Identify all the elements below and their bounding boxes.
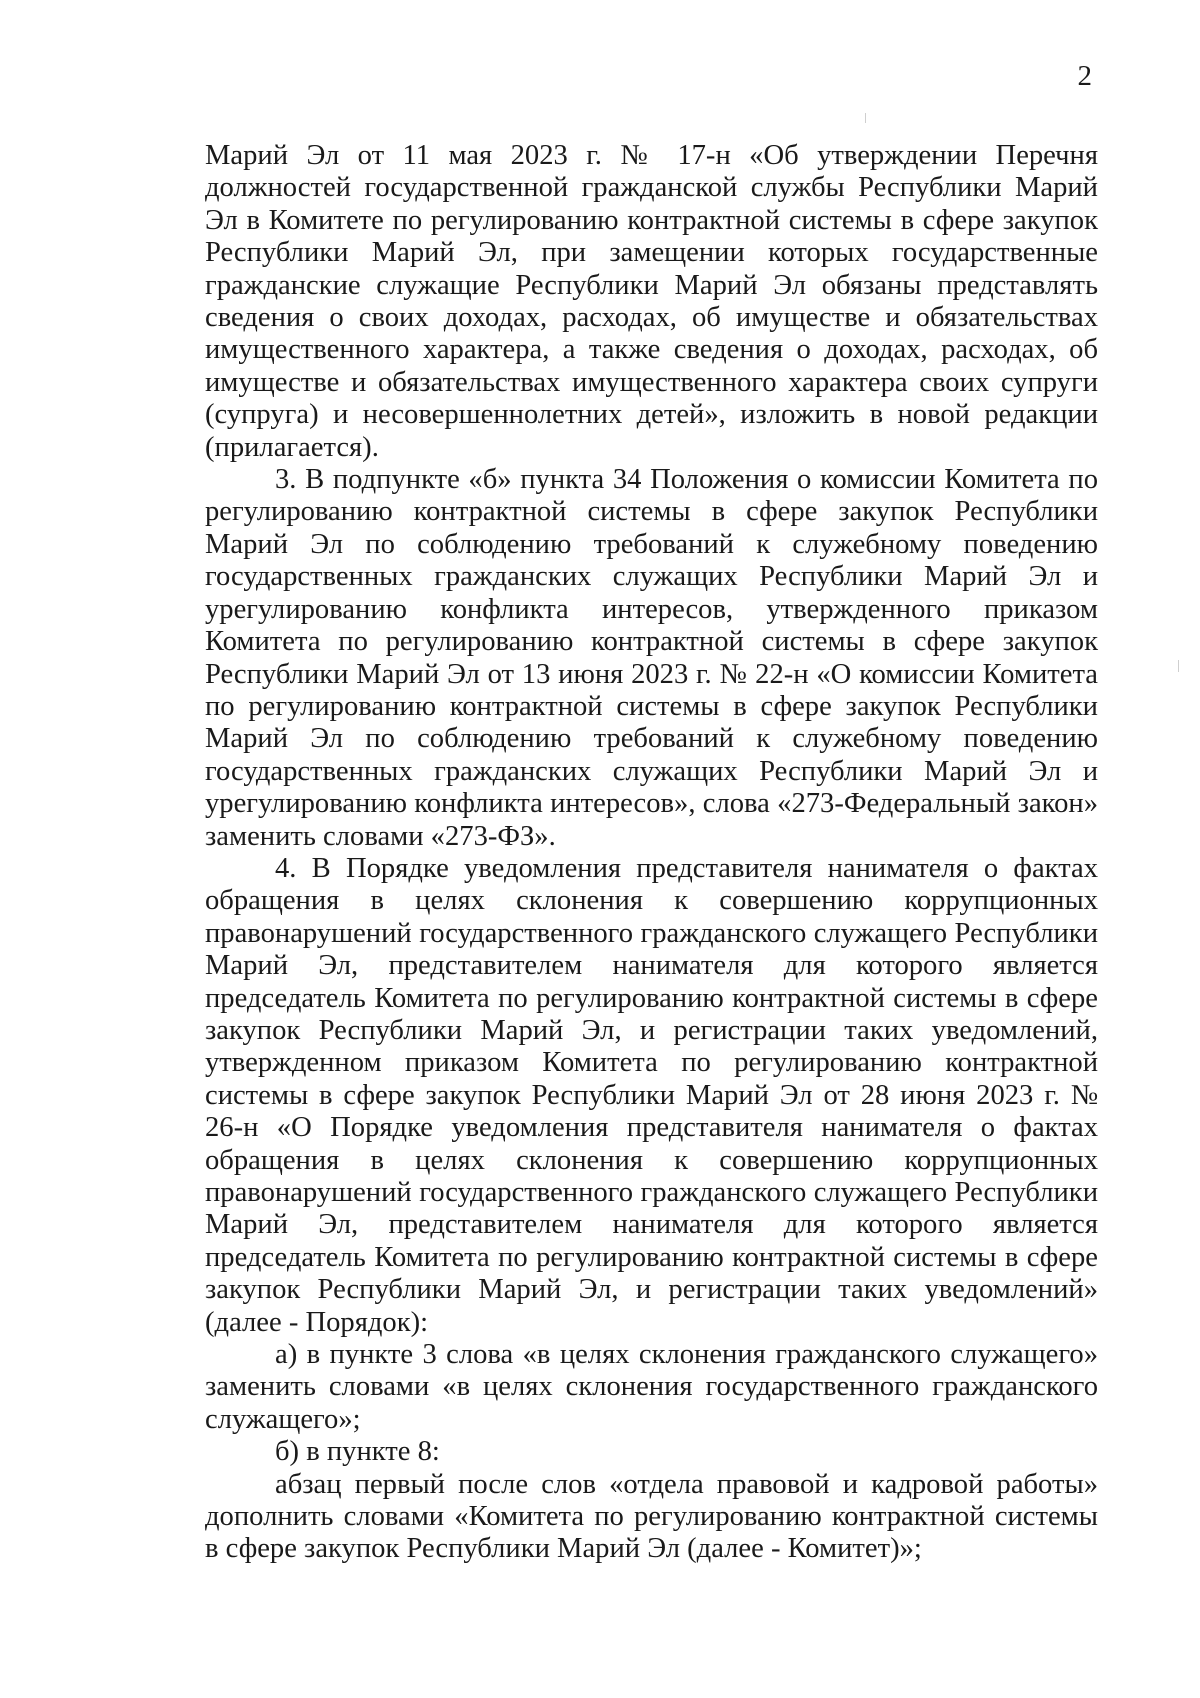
paragraph-item-3: 3. В подпункте «б» пункта 34 Положения о комиссии Комитета по регулированию контрактной системы в сфере закупок Республики Марий Эл по соблюдению требований к служебному поведению государственных гражданских служащих Республики Марий Эл и урегулированию конфликта интересов, утвержденного приказом Комитета по регулированию контрактной системы в сфере закупок Республики Марий Эл от 13 июня 2023 г. № 22-н «О комиссии Комитета по регулированию контрактной системы в сфере закупок Республики Марий Эл по соблюдению требований к служебному поведению государственных гражданских служащих Республики Марий Эл и урегулированию конфликта интересов», слова «273-Федеральный закон» заменить словами «273-ФЗ».	[205, 464, 1098, 852]
paragraph-subitem-a: а) в пункте 3 слова «в целях склонения гражданского служащего» заменить словами «в целях склонения государственного гражданского служащего»;	[205, 1339, 1098, 1435]
paragraph-item-4: 4. В Порядке уведомления представителя нанимателя о фактах обращения в целях склонения к совершению коррупционных правонарушений государственного гражданского служащего Республики Марий Эл, представителем нанимателя для которого является председатель Комитета по регулированию контрактной системы в сфере закупок Республики Марий Эл, и регистрации таких уведомлений, утвержденном приказом Комитета по регулированию контрактной системы в сфере закупок Республики Марий Эл от 28 июня 2023 г. № 26-н «О Порядке уведомления представителя нанимателя о фактах обращения в целях склонения к совершению коррупционных правонарушений государственного гражданского служащего Республики Марий Эл, представителем нанимателя для которого является председатель Комитета по регулированию контрактной системы в сфере закупок Республики Марий Эл, и регистрации таких уведомлений» (далее - Порядок):	[205, 852, 1098, 1338]
scan-artifact-mark	[1178, 660, 1179, 672]
scan-artifact-mark	[865, 113, 866, 123]
paragraph-subitem-b-abzac: абзац первый после слов «отдела правовой и кадровой работы» дополнить словами «Комитета по регулированию контрактной системы в сфере закупок Республики Марий Эл (далее - Комитет)»;	[205, 1468, 1098, 1565]
paragraph-continuation: Марий Эл от 11 мая 2023 г. № 17-н «Об утверждении Перечня должностей государственной гражданской службы Республики Марий Эл в Комитете по регулированию контрактной системы в сфере закупок Республики Марий Эл, при замещении которых государственные гражданские служащие Республики Марий Эл обязаны представлять сведения о своих доходах, расходах, об имуществе и обязательствах имущественного характера, а также сведения о доходах, расходах, об имуществе и обязательствах имущественного характера своих супруги (супруга) и несовершеннолетних детей», изложить в новой редакции (прилагается).	[205, 140, 1098, 463]
document-body	[205, 140, 1098, 1566]
page-number: 2	[1077, 60, 1092, 92]
paragraph-subitem-b: б) в пункте 8:	[275, 1436, 440, 1468]
